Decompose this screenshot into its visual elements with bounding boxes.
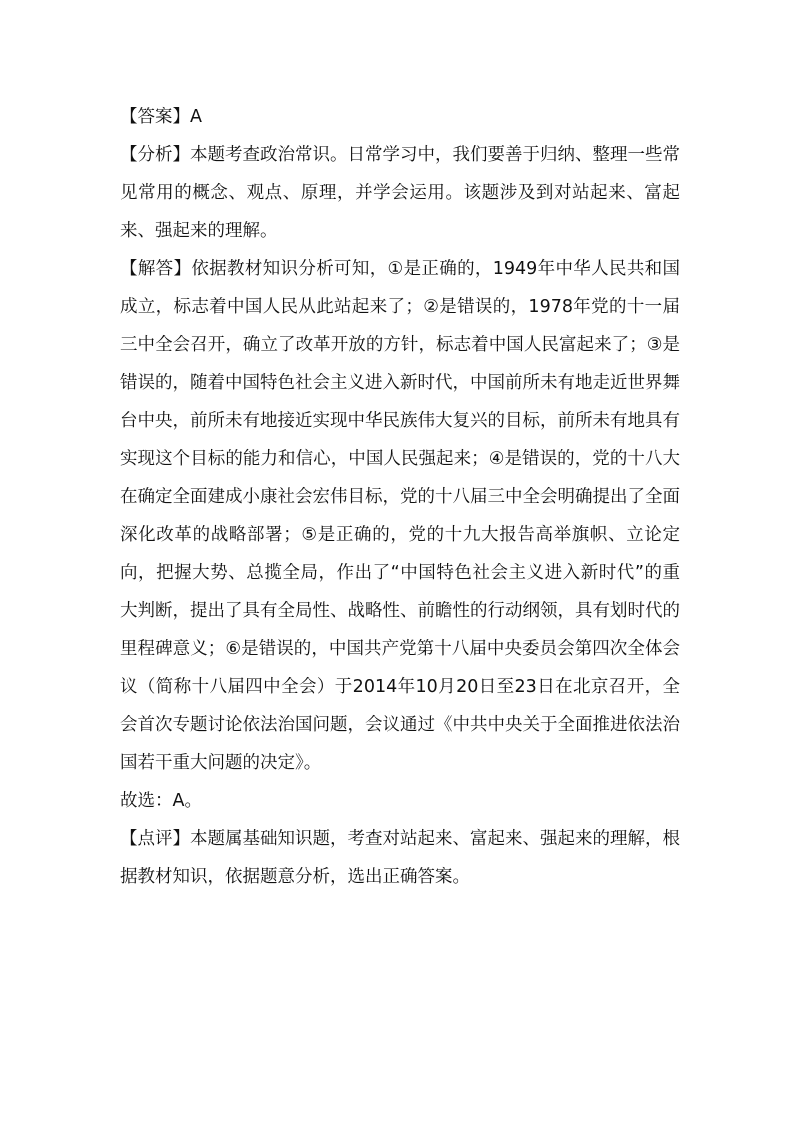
answer-paragraph: 【答案】A (120, 107, 202, 127)
solution-paragraph: 【解答】依据教材知识分析可知，①是正确的，1949年中华人民共和国成立，标志着中国人民从此站起来了；②是错误的，1978年党的十一届三中全会召开，确立了改革开放的方针，标志着中国人民富起来了；③是错误的，随着中国特色社会主义进入新时代，中国前所未有地走近世界舞台中央，前所未有地接近实现中华民族伟大复兴的目标，前所未有地具有实现这个目标的能力和信心，中国人民强起来；④是错误的，党的十八大在确定全面建成小康社会宏伟目标，党的十八届三中全会明确提出了全面深化改革的战略部署；⑤是正确的，党的十九大报告高举旗帜、立论定向，把握大势、总揽全局，作出了“中国特色社会主义进入新时代”的重大判断，提出了具有全局性、战略性、前瞻性的行动纲领，具有划时代的里程碑意义；⑥是错误的，中国共产党第十八届中央委员会第四次全体会议（简称十八届四中全会）于2014年10月20日至23日在北京召开，全会首次专题讨论依法治国问题，会议通过《中共中央关于全面推进依法治国若干重大问题的决定》。 (120, 259, 680, 773)
document-page (120, 98, 680, 896)
comment-paragraph: 【点评】本题属基础知识题，考查对站起来、富起来、强起来的理解，根据教材知识，依据题意分析，选出正确答案。 (120, 829, 680, 887)
analysis-paragraph: 【分析】本题考查政治常识。日常学习中，我们要善于归纳、整理一些常见常用的概念、观点、原理，并学会运用。该题涉及到对站起来、富起来、强起来的理解。 (120, 145, 680, 241)
choice-paragraph: 故选：A。 (120, 791, 202, 811)
